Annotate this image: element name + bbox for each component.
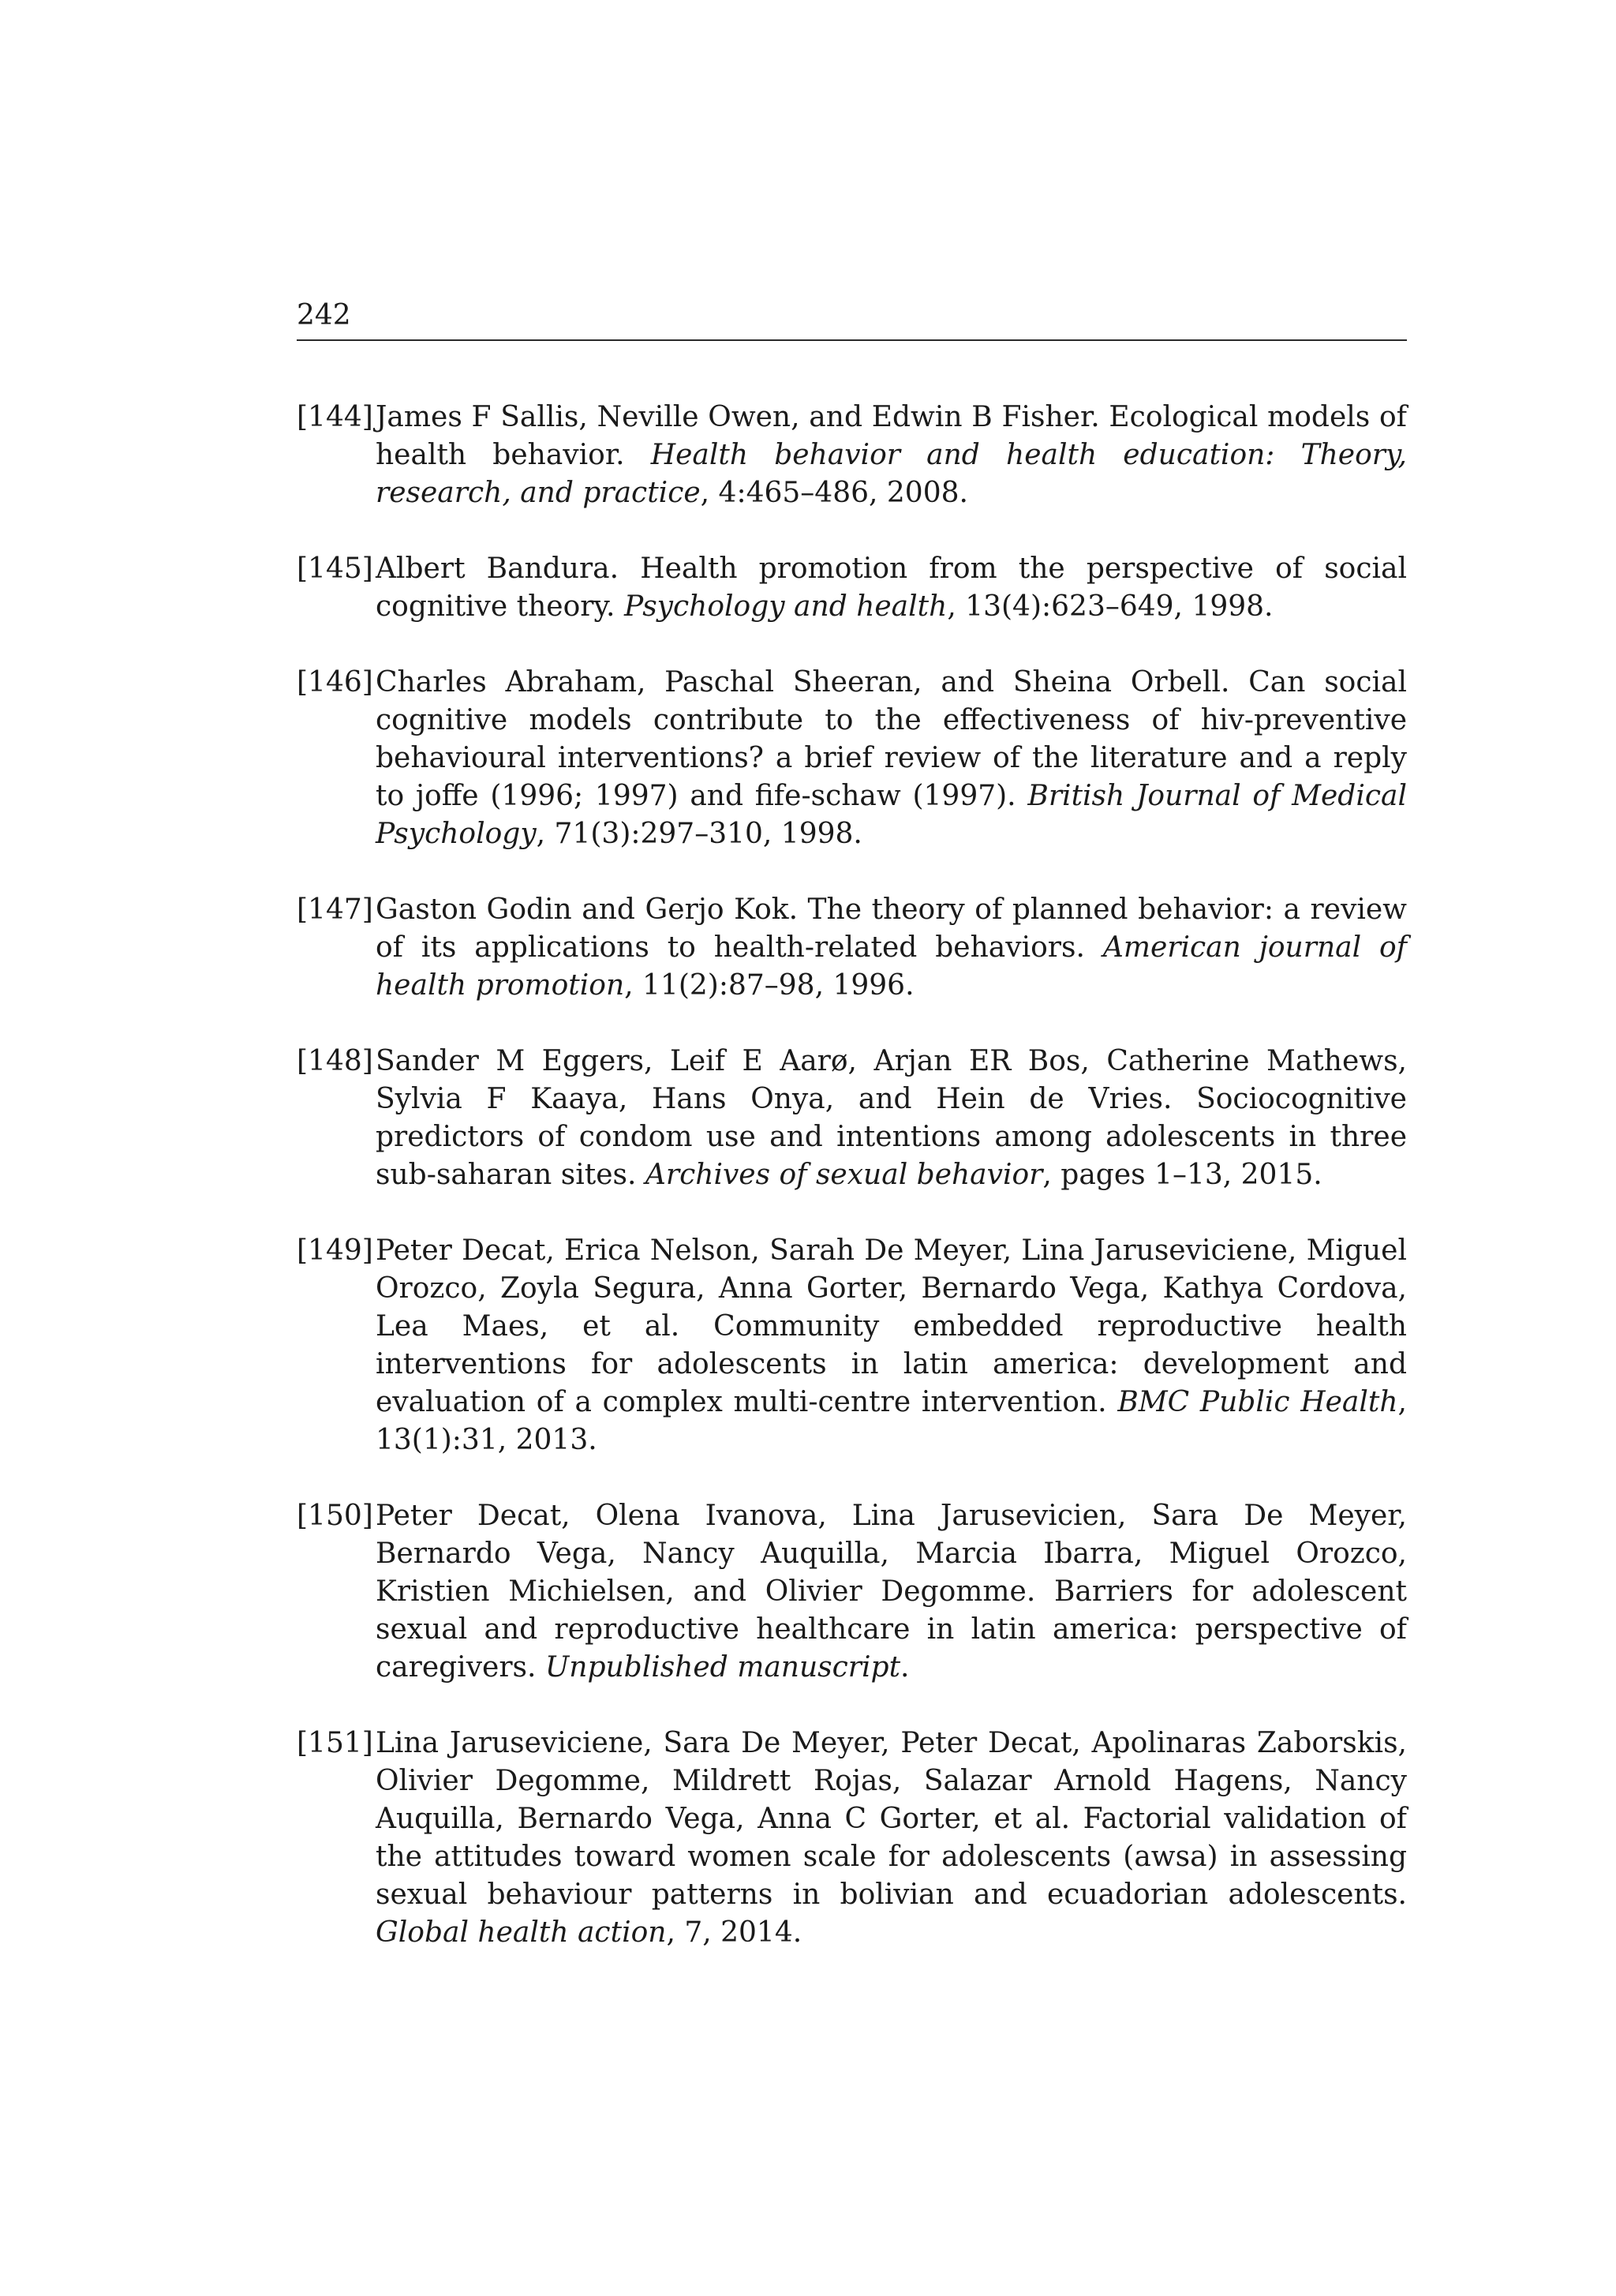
reference-authors-title: James F Sallis, Neville Owen, and Edwin B Fisher. Ecological models of health behavior. <box>376 401 1407 471</box>
reference-label: [149] <box>297 1234 373 1267</box>
reference-authors-title: Charles Abraham, Paschal Sheeran, and Sheina Orbell. Can social cognitive models contribute to the effectiveness of hiv-preventive behavioural interventions? a brief review of the literature and a reply to joffe (1996; 1997) and fife-schaw (1997). <box>376 666 1407 812</box>
reference-label: [150] <box>297 1500 373 1532</box>
reference-entry <box>297 1043 1407 1194</box>
reference-details: , 13(1):31, 2013. <box>376 1386 1407 1456</box>
reference-entry <box>297 550 1407 626</box>
reference-label: [144] <box>297 401 373 433</box>
reference-authors-title: Peter Decat, Olena Ivanova, Lina Jarusevicien, Sara De Meyer, Bernardo Vega, Nancy Auquilla, Marcia Ibarra, Miguel Orozco, Kristien Michielsen, and Olivier Degomme. Barriers for adolescent sexual and reproductive healthcare in latin america: perspective of caregivers. <box>376 1500 1407 1684</box>
reference-details: , 11(2):87–98, 1996. <box>624 969 915 1002</box>
reference-authors-title: Gaston Godin and Gerjo Kok. The theory of planned behavior: a review of its applications to health-related behaviors. <box>376 893 1407 964</box>
reference-details: . <box>900 1651 910 1684</box>
reference-authors-title: Peter Decat, Erica Nelson, Sarah De Meyer, Lina Jaruseviciene, Miguel Orozco, Zoyla Segura, Anna Gorter, Bernardo Vega, Kathya Cordova, Lea Maes, et al. Community embedded reproductive health interventions for adolescents in latin america: development and evaluation of a complex multi-centre intervention. <box>376 1234 1407 1418</box>
reference-authors-title: Lina Jaruseviciene, Sara De Meyer, Peter Decat, Apolinaras Zaborskis, Olivier Degomme, Mildrett Rojas, Salazar Arnold Hagens, Nancy Auquilla, Bernardo Vega, Anna C Gorter, et al. Factorial validation of the attitudes toward women scale for adolescents (awsa) in assessing sexual behaviour patterns in bolivian and ecuadorian adolescents. <box>376 1727 1407 1911</box>
reference-details: , 13(4):623–649, 1998. <box>947 590 1274 623</box>
reference-details: , 71(3):297–310, 1998. <box>536 818 862 850</box>
reference-authors-title: Sander M Eggers, Leif E Aarø, Arjan ER Bos, Catherine Mathews, Sylvia F Kaaya, Hans Onya, and Hein de Vries. Sociocognitive predictors of condom use and intentions among adolescents in three sub-saharan sites. <box>376 1045 1407 1191</box>
reference-entry <box>297 1232 1407 1459</box>
reference-label: [145] <box>297 552 373 585</box>
reference-list <box>297 399 1407 1990</box>
reference-venue: Unpublished manuscript <box>544 1651 901 1684</box>
reference-entry <box>297 1725 1407 1952</box>
reference-entry <box>297 664 1407 853</box>
reference-venue: American journal of health promotion <box>376 931 1408 1002</box>
reference-label: [147] <box>297 893 373 926</box>
reference-authors-title: Albert Bandura. Health promotion from the perspective of social cognitive theory. <box>376 552 1407 623</box>
page-header <box>297 298 1407 341</box>
reference-entry <box>297 891 1407 1005</box>
reference-details: , 7, 2014. <box>666 1916 802 1949</box>
reference-venue: BMC Public Health <box>1117 1386 1398 1418</box>
reference-label: [146] <box>297 666 373 699</box>
reference-venue: Archives of sexual behavior <box>645 1159 1043 1191</box>
reference-details: , pages 1–13, 2015. <box>1042 1159 1322 1191</box>
reference-label: [148] <box>297 1045 373 1077</box>
reference-venue: Health behavior and health education: Theory, research, and practice <box>376 439 1407 509</box>
reference-venue: British Journal of Medical Psychology <box>376 780 1408 850</box>
page-number: 242 <box>297 299 351 331</box>
reference-details: , 4:465–486, 2008. <box>700 477 968 509</box>
reference-entry <box>297 1497 1407 1687</box>
reference-venue: Global health action <box>376 1916 667 1949</box>
reference-label: [151] <box>297 1727 373 1759</box>
reference-venue: Psychology and health <box>623 590 948 623</box>
reference-entry <box>297 399 1407 512</box>
